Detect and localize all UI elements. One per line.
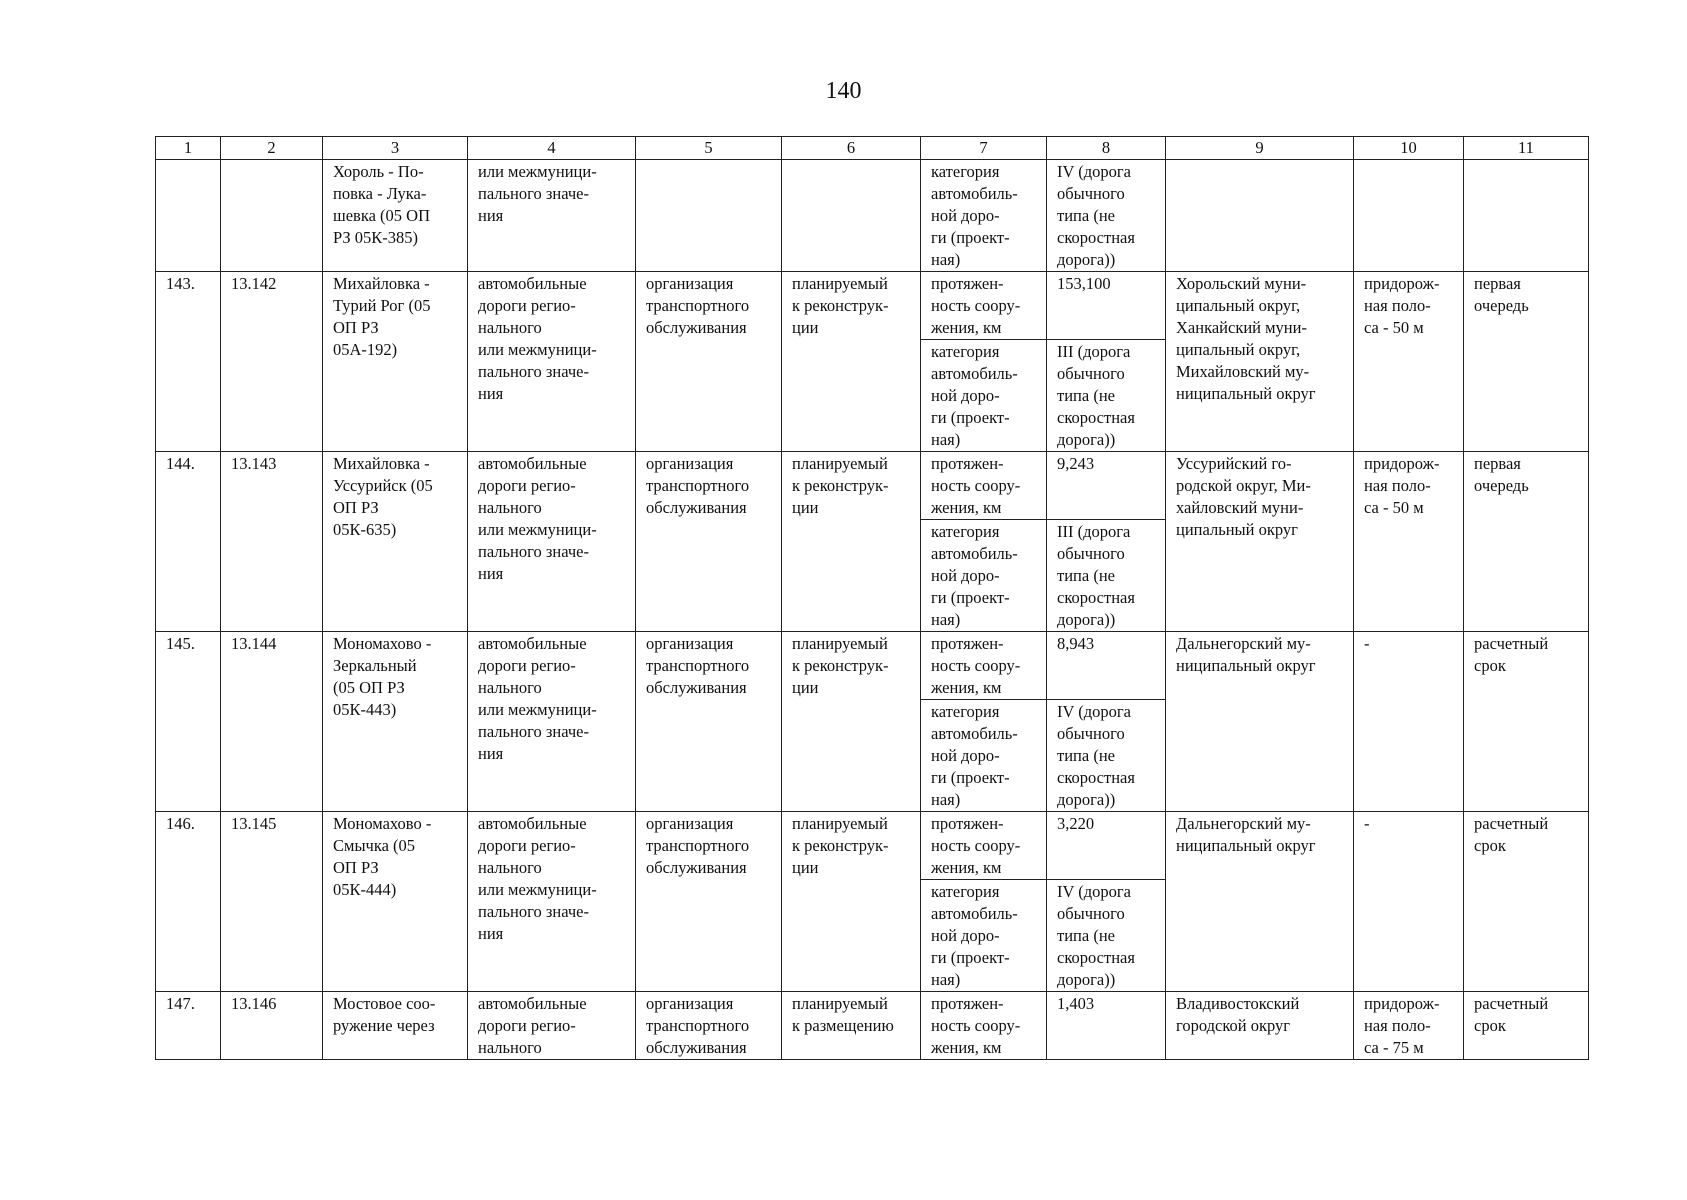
purpose-cell: организация транспортного обслуживания [636, 992, 782, 1060]
parameter-label-cell: категория автомобиль- ной доро- ги (проект- ная) [921, 700, 1047, 812]
parameter-value-cell: 9,243 [1047, 452, 1166, 520]
zone-cell: - [1354, 812, 1464, 992]
stage-cell [1464, 160, 1589, 272]
zone-cell [1354, 160, 1464, 272]
parameter-label-cell: категория автомобиль- ной доро- ги (проект- ная) [921, 160, 1047, 272]
parameter-value-cell: IV (дорога обычного типа (не скоростная дорога)) [1047, 160, 1166, 272]
parameter-label-cell: протяжен- ность соору- жения, км [921, 272, 1047, 340]
parameter-value-cell: 1,403 [1047, 992, 1166, 1060]
object-code-cell: 13.143 [221, 452, 323, 632]
purpose-cell: организация транспортного обслуживания [636, 812, 782, 992]
object-type-cell: автомобильные дороги регио- нального или межмуници- пального значе- ния [468, 812, 636, 992]
row-number-cell: 147. [156, 992, 221, 1060]
table-row [156, 632, 1589, 700]
stage-cell: расчетный срок [1464, 632, 1589, 812]
parameter-label-cell: протяжен- ность соору- жения, км [921, 812, 1047, 880]
column-number-row [156, 137, 1589, 160]
parameter-value-cell: III (дорога обычного типа (не скоростная дорога)) [1047, 340, 1166, 452]
object-code-cell: 13.145 [221, 812, 323, 992]
object-type-cell: или межмуници- пального значе- ния [468, 160, 636, 272]
column-number: 8 [1047, 137, 1166, 160]
status-cell: планируемый к реконструк- ции [782, 452, 921, 632]
object-name-cell: Михайловка - Турий Рог (05 ОП РЗ 05А-192) [323, 272, 468, 452]
parameter-value-cell: IV (дорога обычного типа (не скоростная дорога)) [1047, 700, 1166, 812]
row-number-cell: 146. [156, 812, 221, 992]
location-cell: Владивостокский городской округ [1166, 992, 1354, 1060]
row-number-cell [156, 160, 221, 272]
table-row [156, 272, 1589, 340]
column-number: 3 [323, 137, 468, 160]
parameter-value-cell: IV (дорога обычного типа (не скоростная дорога)) [1047, 880, 1166, 992]
object-type-cell: автомобильные дороги регио- нального или межмуници- пального значе- ния [468, 272, 636, 452]
row-number-cell: 143. [156, 272, 221, 452]
stage-cell: расчетный срок [1464, 992, 1589, 1060]
column-number: 11 [1464, 137, 1589, 160]
location-cell: Уссурийский го- родской округ, Ми- хайловский муни- ципальный округ [1166, 452, 1354, 632]
parameter-label-cell: протяжен- ность соору- жения, км [921, 452, 1047, 520]
object-name-cell: Михайловка - Уссурийск (05 ОП РЗ 05К-635) [323, 452, 468, 632]
purpose-cell [636, 160, 782, 272]
object-code-cell [221, 160, 323, 272]
parameter-value-cell: 153,100 [1047, 272, 1166, 340]
status-cell: планируемый к размещению [782, 992, 921, 1060]
location-cell [1166, 160, 1354, 272]
stage-cell: первая очередь [1464, 452, 1589, 632]
status-cell [782, 160, 921, 272]
column-number: 5 [636, 137, 782, 160]
continuation-row [156, 160, 1589, 272]
page-number: 140 [825, 78, 862, 104]
row-number-cell: 145. [156, 632, 221, 812]
status-cell: планируемый к реконструк- ции [782, 812, 921, 992]
row-number-cell: 144. [156, 452, 221, 632]
column-number: 4 [468, 137, 636, 160]
object-name-cell: Мономахово - Зеркальный (05 ОП РЗ 05К-443) [323, 632, 468, 812]
status-cell: планируемый к реконструк- ции [782, 272, 921, 452]
object-name-cell: Хороль - По- повка - Лука- шевка (05 ОП РЗ 05К-385) [323, 160, 468, 272]
stage-cell: первая очередь [1464, 272, 1589, 452]
zone-cell: придорож- ная поло- са - 75 м [1354, 992, 1464, 1060]
zone-cell: придорож- ная поло- са - 50 м [1354, 272, 1464, 452]
object-code-cell: 13.144 [221, 632, 323, 812]
parameter-label-cell: категория автомобиль- ной доро- ги (проект- ная) [921, 340, 1047, 452]
column-number: 2 [221, 137, 323, 160]
purpose-cell: организация транспортного обслуживания [636, 452, 782, 632]
road-objects-table [155, 136, 1589, 1060]
object-name-cell: Мостовое соо- ружение через [323, 992, 468, 1060]
column-number: 9 [1166, 137, 1354, 160]
parameter-label-cell: категория автомобиль- ной доро- ги (проект- ная) [921, 520, 1047, 632]
object-code-cell: 13.146 [221, 992, 323, 1060]
column-number: 6 [782, 137, 921, 160]
parameter-value-cell: 3,220 [1047, 812, 1166, 880]
object-type-cell: автомобильные дороги регио- нального или межмуници- пального значе- ния [468, 452, 636, 632]
parameter-value-cell: III (дорога обычного типа (не скоростная дорога)) [1047, 520, 1166, 632]
stage-cell: расчетный срок [1464, 812, 1589, 992]
table-row [156, 992, 1589, 1060]
parameter-label-cell: категория автомобиль- ной доро- ги (проект- ная) [921, 880, 1047, 992]
location-cell: Дальнегорский му- ниципальный округ [1166, 632, 1354, 812]
object-type-cell: автомобильные дороги регио- нального или межмуници- пального значе- ния [468, 632, 636, 812]
object-code-cell: 13.142 [221, 272, 323, 452]
table-row [156, 812, 1589, 880]
parameter-label-cell: протяжен- ность соору- жения, км [921, 632, 1047, 700]
parameter-label-cell: протяжен- ность соору- жения, км [921, 992, 1047, 1060]
location-cell: Хорольский муни- ципальный округ, Ханкайский муни- ципальный округ, Михайловский му- ниципальный округ [1166, 272, 1354, 452]
purpose-cell: организация транспортного обслуживания [636, 272, 782, 452]
purpose-cell: организация транспортного обслуживания [636, 632, 782, 812]
column-number: 1 [156, 137, 221, 160]
object-type-cell: автомобильные дороги регио- нального [468, 992, 636, 1060]
table-row [156, 452, 1589, 520]
zone-cell: - [1354, 632, 1464, 812]
column-number: 10 [1354, 137, 1464, 160]
parameter-value-cell: 8,943 [1047, 632, 1166, 700]
status-cell: планируемый к реконструк- ции [782, 632, 921, 812]
column-number: 7 [921, 137, 1047, 160]
zone-cell: придорож- ная поло- са - 50 м [1354, 452, 1464, 632]
location-cell: Дальнегорский му- ниципальный округ [1166, 812, 1354, 992]
object-name-cell: Мономахово - Смычка (05 ОП РЗ 05К-444) [323, 812, 468, 992]
